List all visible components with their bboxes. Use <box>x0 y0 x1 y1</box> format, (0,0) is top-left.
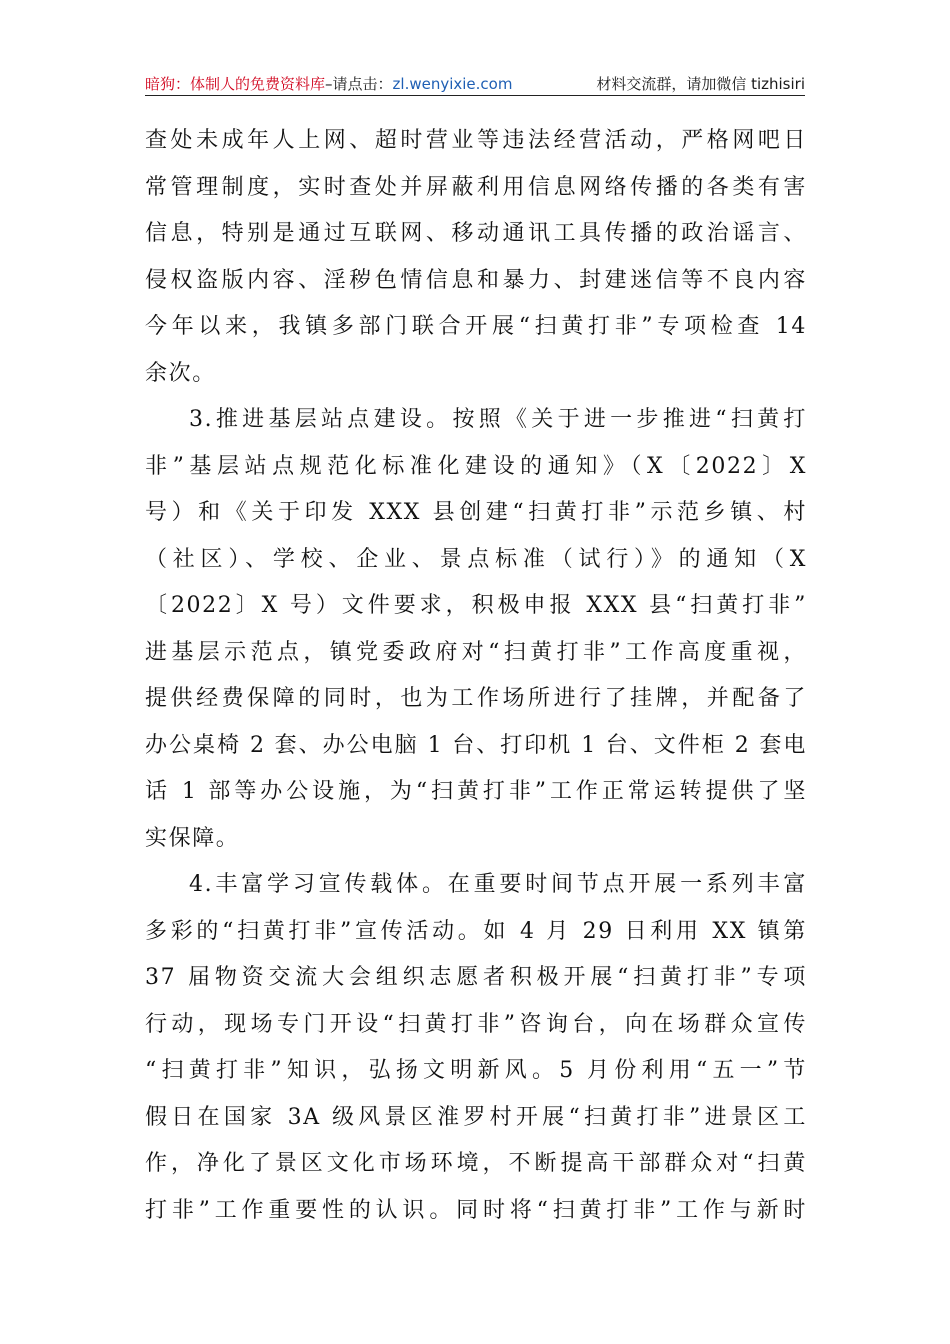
header-brand: 暗狗：体制人的免费资料库 <box>145 75 326 93</box>
header-link-prompt: –请点击： <box>325 75 393 93</box>
header-contact: 材料交流群，请加微信 tizhisiri <box>596 75 805 93</box>
text-line: 今年以来，我镇多部门联合开展“扫黄打非”专项检查 14 <box>145 314 807 339</box>
paragraph-start-line: 3.推进基层站点建设。按照《关于进一步推进“扫黄打 <box>189 407 807 432</box>
text-line: 假日在国家 3A 级风景区淮罗村开展“扫黄打非”进景区工 <box>145 1104 807 1130</box>
text-line: 〔2022〕X 号）文件要求，积极申报 XXX 县“扫黄打非” <box>145 593 807 618</box>
header-link[interactable]: zl.wenyixie.com <box>392 75 513 93</box>
text-line: 进基层示范点，镇党委政府对“扫黄打非”工作高度重视， <box>145 639 807 665</box>
header-divider <box>145 95 805 96</box>
text-line: 信息，特别是通过互联网、移动通讯工具传播的政治谣言、 <box>145 221 807 246</box>
text-line: （社区）、学校、企业、景点标准（试行）》的通知（X <box>145 546 807 572</box>
text-line: 号）和《关于印发 XXX 县创建“扫黄打非”示范乡镇、村 <box>145 500 807 525</box>
text-line: 话 1 部等办公设施，为“扫黄打非”工作正常运转提供了坚 <box>145 779 807 804</box>
text-line: 侵权盗版内容、淫秽色情信息和暴力、封建迷信等不良内容 <box>145 267 807 293</box>
text-line: 常管理制度，实时查处并屏蔽利用信息网络传播的各类有害 <box>145 174 807 200</box>
text-line: 打非”工作重要性的认识。同时将“扫黄打非”工作与新时 <box>145 1197 807 1223</box>
text-line: 非”基层站点规范化标准化建设的通知》（X〔2022〕X <box>145 453 807 479</box>
text-line: 实保障。 <box>145 825 240 851</box>
text-line: 办公桌椅 2 套、办公电脑 1 台、打印机 1 台、文件柜 2 套电 <box>145 732 807 758</box>
text-line: 多彩的“扫黄打非”宣传活动。如 4 月 29 日利用 XX 镇第 <box>145 918 807 944</box>
text-line: 余次。 <box>145 360 216 386</box>
body-text <box>145 118 807 1234</box>
text-line: 提供经费保障的同时，也为工作场所进行了挂牌，并配备了 <box>145 686 807 711</box>
text-line: 行动，现场专门开设“扫黄打非”咨询台，向在场群众宣传 <box>145 1011 807 1037</box>
text-line: 作，净化了景区文化市场环境，不断提高干部群众对“扫黄 <box>145 1151 807 1176</box>
text-line: “扫黄打非”知识，弘扬文明新风。5 月份利用“五一”节 <box>145 1058 807 1083</box>
text-line: 37 届物资交流大会组织志愿者积极开展“扫黄打非”专项 <box>145 965 807 990</box>
page-header <box>145 66 805 94</box>
text-line: 查处未成年人上网、超时营业等违法经营活动，严格网吧日 <box>145 128 807 153</box>
paragraph-start-line: 4.丰富学习宣传载体。在重要时间节点开展一系列丰富 <box>189 872 807 897</box>
header-left <box>145 74 512 94</box>
